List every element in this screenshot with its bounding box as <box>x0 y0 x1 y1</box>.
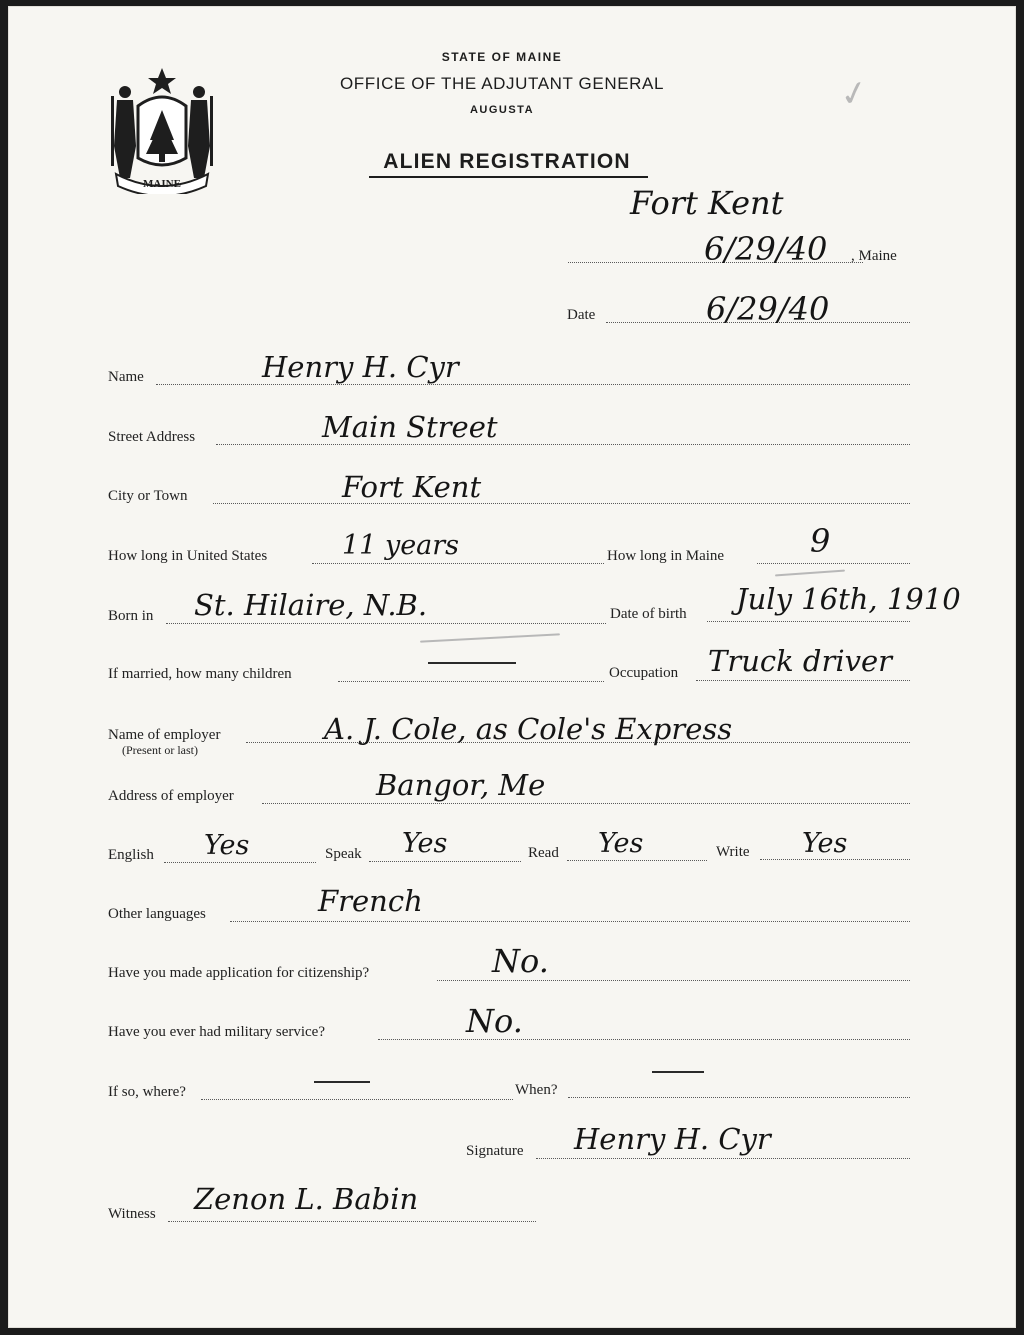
header-office: OFFICE OF THE ADJUTANT GENERAL <box>339 74 665 93</box>
english-line <box>164 862 316 863</box>
children-dash <box>428 662 516 664</box>
witness-line <box>168 1221 536 1222</box>
speak-value: Yes <box>402 828 448 859</box>
city-value: Fort Kent <box>342 470 482 504</box>
write-line <box>760 859 910 860</box>
date-value: 6/29/40 <box>706 290 830 328</box>
occupation-line <box>696 680 910 681</box>
how-long-maine-value: 9 <box>810 522 831 560</box>
place-state-label: , Maine <box>851 248 897 264</box>
header-state: STATE OF MAINE <box>441 50 563 64</box>
dob-label: Date of birth <box>610 606 687 622</box>
other-languages-line <box>230 921 910 922</box>
seal-banner-text: MAINE <box>143 178 181 190</box>
children-line <box>338 681 604 682</box>
header-city: AUGUSTA <box>469 104 535 116</box>
dob-value: July 16th, 1910 <box>736 582 961 616</box>
occupation-label: Occupation <box>609 665 679 681</box>
children-label: If married, how many children <box>108 666 292 682</box>
name-label: Name <box>108 369 144 385</box>
speak-label: Speak <box>325 846 362 862</box>
citizenship-value: No. <box>492 942 549 980</box>
street-value: Main Street <box>322 410 498 444</box>
dob-line <box>707 621 910 622</box>
born-in-label: Born in <box>108 608 154 624</box>
citizenship-label: Have you made application for citizenship? <box>108 965 370 981</box>
checkmark-icon: ✓ <box>836 71 873 117</box>
place-date-value: 6/29/40 <box>704 230 828 268</box>
military-value: No. <box>466 1002 523 1040</box>
military-line <box>378 1039 910 1040</box>
signature-label: Signature <box>466 1143 524 1159</box>
employer-label: Name of employer <box>108 727 221 743</box>
signature-line <box>536 1158 910 1159</box>
signature-value: Henry H. Cyr <box>574 1122 771 1156</box>
place-town-value: Fort Kent <box>630 184 784 222</box>
born-in-value: St. Hilaire, N.B. <box>194 588 428 622</box>
where-dash <box>314 1081 370 1083</box>
employer-value: A. J. Cole, as Cole's Express <box>324 712 733 746</box>
read-label: Read <box>528 845 559 861</box>
name-line <box>156 384 910 385</box>
when-label: When? <box>515 1082 558 1098</box>
how-long-us-line <box>312 563 604 564</box>
citizenship-line <box>437 980 910 981</box>
title-underline <box>369 176 648 178</box>
when-line <box>568 1097 910 1098</box>
where-line <box>201 1099 513 1100</box>
born-in-line <box>166 623 606 624</box>
other-languages-value: French <box>318 884 423 918</box>
employer-address-line <box>262 803 910 804</box>
witness-label: Witness <box>108 1206 156 1222</box>
city-line <box>213 503 910 504</box>
write-label: Write <box>716 844 750 860</box>
english-label: English <box>108 847 154 863</box>
city-label: City or Town <box>108 488 188 504</box>
date-label: Date <box>567 307 596 323</box>
employer-sublabel: (Present or last) <box>122 743 198 757</box>
name-value: Henry H. Cyr <box>262 350 459 384</box>
street-label: Street Address <box>108 429 196 445</box>
where-label: If so, where? <box>108 1084 186 1100</box>
read-value: Yes <box>598 828 644 859</box>
english-value: Yes <box>204 830 250 861</box>
how-long-maine-label: How long in Maine <box>607 548 725 564</box>
street-line <box>216 444 910 445</box>
how-long-us-label: How long in United States <box>108 548 268 564</box>
how-long-maine-line <box>757 563 910 564</box>
witness-value: Zenon L. Babin <box>194 1182 419 1216</box>
write-value: Yes <box>802 828 848 859</box>
other-languages-label: Other languages <box>108 906 206 922</box>
speak-line <box>369 861 521 862</box>
employer-address-value: Bangor, Me <box>376 768 546 802</box>
when-dash <box>652 1071 704 1073</box>
how-long-us-value: 11 years <box>342 530 460 561</box>
occupation-value: Truck driver <box>708 644 893 678</box>
read-line <box>567 860 707 861</box>
employer-address-label: Address of employer <box>108 788 234 804</box>
form-title: ALIEN REGISTRATION <box>383 150 631 173</box>
military-label: Have you ever had military service? <box>108 1024 325 1040</box>
